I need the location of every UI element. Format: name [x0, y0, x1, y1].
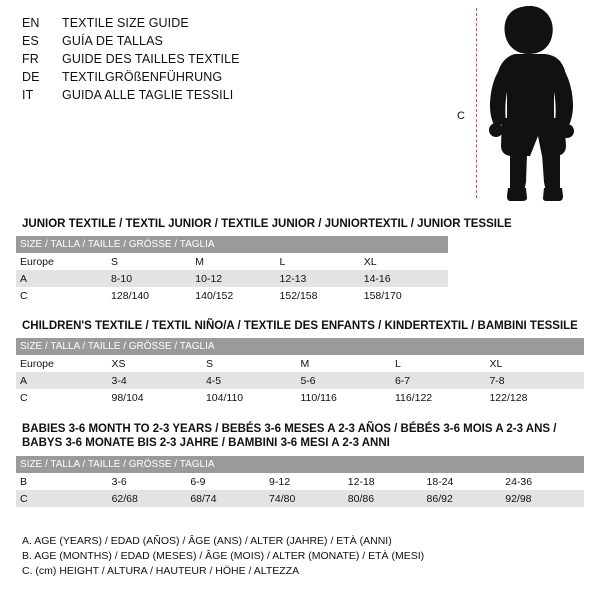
measure-label-c: C: [457, 110, 465, 122]
cell: 116/122: [394, 391, 433, 404]
cell: 6-7: [394, 374, 411, 387]
cell: 12-13: [279, 272, 307, 285]
cell: 128/140: [111, 289, 150, 302]
cell: 3-6: [111, 475, 127, 488]
cell: M: [195, 255, 205, 268]
cell: 68/74: [190, 492, 217, 505]
row-label: A: [20, 374, 28, 387]
table-band-row: [16, 456, 584, 473]
cell: 110/116: [300, 391, 337, 404]
section-title-children: CHILDREN'S TEXTILE / TEXTIL NIÑO/A / TEXTILE DES ENFANTS / KINDERTEXTIL / BAMBINI TESSILE: [22, 320, 578, 332]
cell: M: [300, 357, 310, 370]
language-row: [22, 50, 442, 68]
table-row: [16, 372, 584, 389]
row-label: Europe: [20, 357, 54, 370]
language-title: TEXTILE SIZE GUIDE: [62, 16, 189, 30]
table-row: [16, 473, 584, 490]
section-title-babies-line2: BABYS 3-6 MONATE BIS 2-3 JAHRE / BAMBINI 3-6 MESI A 2-3 ANNI: [22, 437, 390, 449]
cell: L: [394, 357, 401, 370]
language-row: [22, 32, 442, 50]
row-label: A: [20, 272, 28, 285]
cell: 86/92: [426, 492, 453, 505]
cell: 5-6: [300, 374, 316, 387]
language-code: ES: [22, 34, 39, 48]
language-title-list: [22, 14, 442, 104]
row-label: B: [20, 475, 28, 488]
section-title-junior: JUNIOR TEXTILE / TEXTIL JUNIOR / TEXTILE JUNIOR / JUNIORTEXTIL / JUNIOR TESSILE: [22, 218, 512, 230]
cell: 3-4: [111, 374, 127, 387]
cell: 62/68: [111, 492, 138, 505]
height-measure-line: [476, 8, 477, 198]
cell: 80/86: [347, 492, 375, 505]
table-row: [16, 490, 584, 507]
section-title-babies-line1: BABIES 3-6 MONTH TO 2-3 YEARS / BEBÉS 3-6 MESES A 2-3 AÑOS / BÉBÉS 3-6 MOIS A 2-3 ANS /: [22, 423, 557, 435]
footnote-a: A. AGE (YEARS) / EDAD (AÑOS) / ÂGE (ANS) / ALTER (JAHRE) / ETÀ (ANNI): [22, 535, 392, 547]
cell: 7-8: [489, 374, 505, 387]
cell: 8-10: [111, 272, 133, 285]
language-title: TEXTILGRÖßENFÜHRUNG: [62, 70, 223, 84]
cell: 74/80: [269, 492, 296, 505]
language-title: GUIDA ALLE TAGLIE TESSILI: [62, 88, 234, 102]
cell: 140/152: [195, 289, 234, 302]
cell: 6-9: [190, 475, 206, 488]
section-title-babies: [22, 422, 556, 450]
measurement-figure: [452, 6, 592, 201]
row-label: C: [20, 492, 28, 505]
language-code: FR: [22, 52, 39, 66]
cell: 18-24: [426, 475, 454, 488]
cell: 10-12: [195, 272, 223, 285]
cell: 98/104: [111, 391, 144, 404]
table-band-label: SIZE / TALLA / TAILLE / GRÖSSE / TAGLIA: [16, 338, 584, 355]
cell: 158/170: [363, 289, 402, 302]
footnote-list: [22, 534, 424, 579]
cell: L: [279, 255, 286, 268]
children-size-table: [16, 338, 584, 406]
language-code: IT: [22, 88, 34, 102]
row-label: Europe: [20, 255, 54, 268]
table-row: [16, 389, 584, 406]
language-row: [22, 86, 442, 104]
cell: 104/110: [205, 391, 244, 404]
cell: S: [205, 357, 213, 370]
row-label: C: [20, 391, 28, 404]
footnote-c: C. (cm) HEIGHT / ALTURA / HAUTEUR / HÖHE / ALTEZZA: [22, 565, 300, 577]
table-band-row: [16, 236, 448, 253]
cell: 4-5: [205, 374, 222, 387]
cell: XL: [363, 255, 377, 268]
table-band-label: SIZE / TALLA / TAILLE / GRÖSSE / TAGLIA: [16, 236, 448, 253]
cell: 92/98: [505, 492, 532, 505]
footnote-b: B. AGE (MONTHS) / EDAD (MESES) / ÂGE (MOIS) / ALTER (MONATE) / ETÀ (MESI): [22, 550, 425, 562]
language-row: [22, 68, 442, 86]
cell: XL: [489, 357, 503, 370]
cell: 24-36: [505, 475, 533, 488]
table-row: [16, 270, 448, 287]
table-row: [16, 287, 448, 304]
toddler-silhouette: [482, 6, 592, 201]
babies-size-table: [16, 456, 584, 507]
cell: 9-12: [269, 475, 291, 488]
language-row: [22, 14, 442, 32]
cell: 122/128: [489, 391, 528, 404]
junior-size-table: [16, 236, 448, 304]
cell: 14-16: [363, 272, 391, 285]
table-band-row: [16, 338, 584, 355]
language-code: EN: [22, 16, 40, 30]
cell: S: [111, 255, 119, 268]
cell: 152/158: [279, 289, 318, 302]
language-code: DE: [22, 70, 40, 84]
language-title: GUÍA DE TALLAS: [62, 34, 163, 48]
cell: 12-18: [347, 475, 375, 488]
table-row: [16, 253, 448, 270]
table-band-label: SIZE / TALLA / TAILLE / GRÖSSE / TAGLIA: [16, 456, 584, 473]
row-label: C: [20, 289, 28, 302]
language-title: GUIDE DES TAILLES TEXTILE: [62, 52, 240, 66]
table-row: [16, 355, 584, 372]
cell: XS: [111, 357, 126, 370]
